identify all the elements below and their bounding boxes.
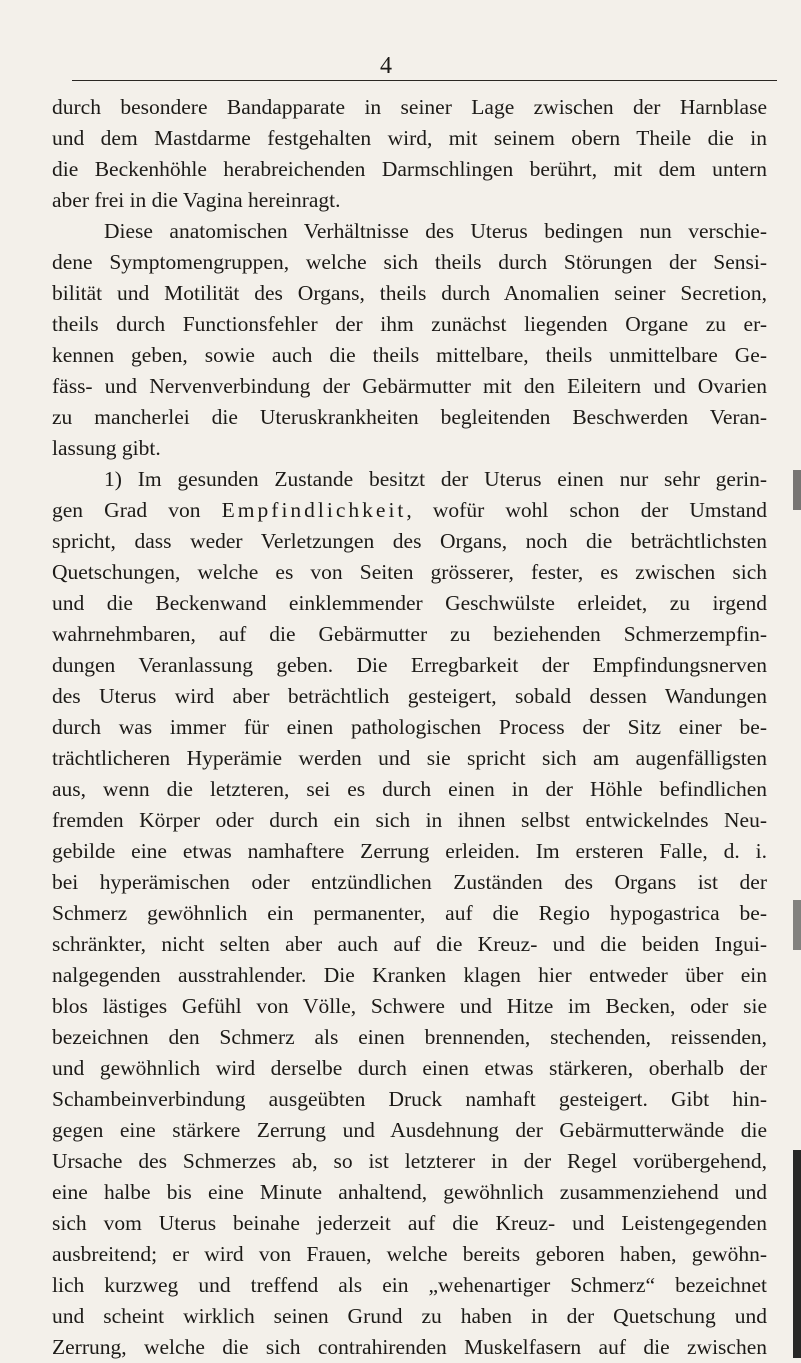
- text-line: aber frei in die Vagina hereinragt.: [52, 188, 341, 212]
- text-line: dungen Veranlassung geben. Die Erregbarkeit der Empfindungsnerven: [52, 653, 767, 677]
- text-line: fremden Körper oder durch ein sich in ihnen selbst entwickelndes Neu-: [52, 808, 767, 832]
- text-line: des Uterus wird aber beträchtlich gesteigert, sobald dessen Wandungen: [52, 684, 767, 708]
- text-line: blos lästiges Gefühl von Völle, Schwere und Hitze im Becken, oder sie: [52, 994, 767, 1018]
- text-line: aus, wenn die letzteren, sei es durch einen in der Höhle befindlichen: [52, 777, 767, 801]
- text-line: spricht, dass weder Verletzungen des Organs, noch die beträchtlichsten: [52, 529, 767, 553]
- text-segment: gen Grad von: [52, 498, 222, 522]
- text-line: Zerrung, welche die sich contrahirenden Muskelfasern auf die zwischen: [52, 1335, 767, 1359]
- scan-edge-mark: [793, 1150, 801, 1358]
- text-line: ausbreitend; er wird von Frauen, welche bereits geboren haben, gewöhn-: [52, 1242, 767, 1266]
- text-line: lich kurzweg und treffend als ein „wehenartiger Schmerz“ bezeichnet: [52, 1273, 767, 1297]
- text-line: theils durch Functionsfehler der ihm zunächst liegenden Organe zu er-: [52, 312, 767, 336]
- text-line: Ursache des Schmerzes ab, so ist letzterer in der Regel vorübergehend,: [52, 1149, 767, 1173]
- text-line: Schambeinverbindung ausgeübten Druck namhaft gesteigert. Gibt hin-: [52, 1087, 767, 1111]
- text-line: bezeichnen den Schmerz als einen brennenden, stechenden, reissenden,: [52, 1025, 767, 1049]
- text-line: trächtlicheren Hyperämie werden und sie spricht sich am augenfälligsten: [52, 746, 767, 770]
- scan-edge-mark: [793, 470, 801, 510]
- text-line: bei hyperämischen oder entzündlichen Zuständen des Organs ist der: [52, 870, 767, 894]
- text-line: und die Beckenwand einklemmender Geschwülste erleidet, zu irgend: [52, 591, 767, 615]
- text-line: 1) Im gesunden Zustande besitzt der Uterus einen nur sehr gerin-: [104, 467, 767, 491]
- text-line: durch besondere Bandapparate in seiner Lage zwischen der Harnblase: [52, 95, 767, 119]
- text-line: kennen geben, sowie auch die theils mittelbare, theils unmittelbare Ge-: [52, 343, 767, 367]
- page-number: 4: [380, 53, 392, 79]
- text-line: dene Symptomengruppen, welche sich theils durch Störungen der Sensi-: [52, 250, 767, 274]
- text-line: eine halbe bis eine Minute anhaltend, gewöhnlich zusammenziehend und: [52, 1180, 767, 1204]
- text-line: wahrnehmbaren, auf die Gebärmutter zu beziehenden Schmerzempfin-: [52, 622, 767, 646]
- text-line: Diese anatomischen Verhältnisse des Uterus bedingen nun verschie-: [104, 219, 767, 243]
- text-line: Quetschungen, welche es von Seiten grösserer, fester, es zwischen sich: [52, 560, 767, 584]
- body-text: [52, 92, 767, 1363]
- text-segment: , wofür wohl schon der Umstand: [406, 498, 768, 522]
- text-line: Schmerz gewöhnlich ein permanenter, auf die Regio hypogastrica be-: [52, 901, 767, 925]
- text-line: durch was immer für einen pathologischen Process der Sitz einer be-: [52, 715, 767, 739]
- text-line: und gewöhnlich wird derselbe durch einen etwas stärkeren, oberhalb der: [52, 1056, 767, 1080]
- text-line: nalgegenden ausstrahlender. Die Kranken klagen hier entweder über ein: [52, 963, 767, 987]
- text-line: sich vom Uterus beinahe jederzeit auf die Kreuz- und Leistengegenden: [52, 1211, 767, 1235]
- text-line: schränkter, nicht selten aber auch auf die Kreuz- und die beiden Ingui-: [52, 932, 767, 956]
- text-line: und dem Mastdarme festgehalten wird, mit seinem obern Theile die in: [52, 126, 767, 150]
- text-line: fäss- und Nervenverbindung der Gebärmutter mit den Eileitern und Ovarien: [52, 374, 767, 398]
- scan-edge-mark: [793, 900, 801, 950]
- emphasized-term: Empfindlichkeit: [221, 498, 407, 522]
- text-line: bilität und Motilität des Organs, theils durch Anomalien seiner Secretion,: [52, 281, 767, 305]
- text-line: und scheint wirklich seinen Grund zu haben in der Quetschung und: [52, 1304, 767, 1328]
- text-line: [52, 495, 767, 526]
- text-line: zu mancherlei die Uteruskrankheiten begleitenden Beschwerden Veran-: [52, 405, 767, 429]
- header-rule: [72, 80, 777, 81]
- text-line: die Beckenhöhle herabreichenden Darmschlingen berührt, mit dem untern: [52, 157, 767, 181]
- text-line: lassung gibt.: [52, 436, 161, 460]
- text-line: gegen eine stärkere Zerrung und Ausdehnung der Gebärmutterwände die: [52, 1118, 767, 1142]
- text-line: gebilde eine etwas namhaftere Zerrung erleiden. Im ersteren Falle, d. i.: [52, 839, 767, 863]
